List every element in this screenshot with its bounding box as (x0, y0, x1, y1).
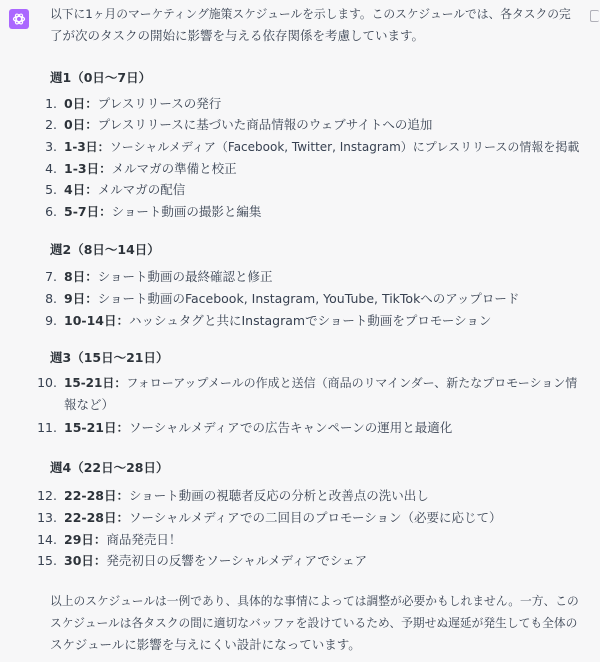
list-number: 15. (37, 553, 57, 568)
day-label: 22-28日： (64, 510, 129, 525)
intro-line: 了が次のタスクの開始に影響を与える依存関係を考慮しています。 (50, 28, 425, 43)
list-item (64, 551, 367, 571)
list-number: 7. (45, 269, 57, 284)
conclusion-line: スケジュールに影響を与えにくい設計になっています。 (50, 637, 361, 652)
day-label: 0日： (64, 117, 98, 132)
assistant-avatar (9, 9, 29, 29)
intro-line: 以下に1ヶ月のマーケティング施策スケジュールを示します。このスケジュールでは、各タスクの完 (50, 7, 571, 21)
task-text: プレスリリースに基づいた商品情報のウェブサイトへの追加 (97, 117, 433, 132)
week-heading: 週1（0日〜7日） (50, 70, 152, 85)
task-text: ショート動画の視聴者反応の分析と改善点の洗い出し (128, 488, 429, 503)
day-label: 4日： (64, 182, 98, 197)
day-label: 1-3日： (64, 161, 112, 176)
list-number: 4. (45, 161, 57, 176)
task-text-continued: 報など） (64, 397, 115, 412)
task-text: プレスリリースの発行 (97, 96, 222, 111)
day-label: 15-21日： (64, 376, 127, 390)
list-item (64, 311, 491, 331)
list-item (64, 530, 181, 550)
day-label: 10-14日： (64, 313, 129, 328)
day-label: 8日： (64, 269, 98, 284)
list-number: 5. (45, 182, 57, 197)
task-text: ソーシャルメディアでの広告キャンペーンの運用と最適化 (128, 420, 453, 435)
task-text: 発売初日の反響をソーシャルメディアでシェア (106, 553, 368, 568)
week-heading: 週4（22日〜28日） (50, 460, 169, 475)
list-item (64, 159, 237, 179)
task-text: ショート動画の撮影と編集 (111, 204, 262, 219)
list-number: 13. (37, 510, 57, 525)
list-number: 9. (45, 313, 57, 328)
list-item (64, 267, 272, 287)
list-number: 12. (37, 488, 57, 503)
day-label: 30日： (64, 553, 107, 568)
list-number: 10. (37, 375, 57, 390)
task-text: フォローアップメールの作成と送信（商品のリマインダー、新たなプロモーション情 (126, 376, 578, 390)
day-label: 0日： (64, 96, 98, 111)
task-text: ソーシャルメディア（Facebook, Twitter, Instagram）にプレスリリースの情報を掲載 (109, 140, 580, 154)
day-label: 5-7日： (64, 204, 112, 219)
copy-icon[interactable] (590, 10, 599, 22)
openai-logo-icon (12, 12, 26, 26)
day-label: 9日： (64, 291, 98, 306)
list-number: 1. (45, 96, 57, 111)
list-item (64, 202, 261, 222)
list-item (64, 373, 577, 393)
conclusion-line: 以上のスケジュールは一例であり、具体的な事情によっては調整が必要かもしれません。一方、この (50, 594, 579, 608)
list-number: 11. (37, 420, 57, 435)
task-text: ソーシャルメディアでの二回目のプロモーション（必要に応じて） (128, 510, 502, 525)
day-label: 1-3日： (64, 140, 110, 154)
list-item (64, 94, 221, 114)
list-number: 8. (45, 291, 57, 306)
list-number: 2. (45, 117, 57, 132)
task-text: メルマガの配信 (97, 182, 186, 197)
list-item (64, 508, 502, 528)
task-text: ショート動画の最終確認と修正 (97, 269, 273, 284)
week-heading: 週3（15日〜21日） (50, 350, 169, 365)
task-text: メルマガの準備と校正 (111, 161, 237, 176)
list-item (64, 137, 579, 157)
list-item (64, 289, 519, 309)
day-label: 29日： (64, 532, 107, 547)
list-number: 14. (37, 532, 57, 547)
day-label: 22-28日： (64, 488, 129, 503)
conclusion-line: スケジュールは各タスクの間に適切なバッファを設けているため、予期せぬ遅延が発生しても全体の (50, 616, 578, 630)
list-item (64, 486, 429, 506)
list-item (64, 115, 432, 135)
list-item (64, 418, 452, 438)
list-number: 6. (45, 204, 57, 219)
task-text: 商品発売日！ (106, 532, 182, 547)
day-label: 15-21日： (64, 420, 129, 435)
task-text: ハッシュタグと共にInstagramでショート動画をプロモーション (128, 313, 492, 328)
task-text: ショート動画のFacebook, Instagram, YouTube, TikTokへのアップロード (97, 291, 520, 306)
week-heading: 週2（8日〜14日） (50, 242, 160, 257)
list-item (64, 180, 185, 200)
list-number: 3. (45, 139, 57, 154)
